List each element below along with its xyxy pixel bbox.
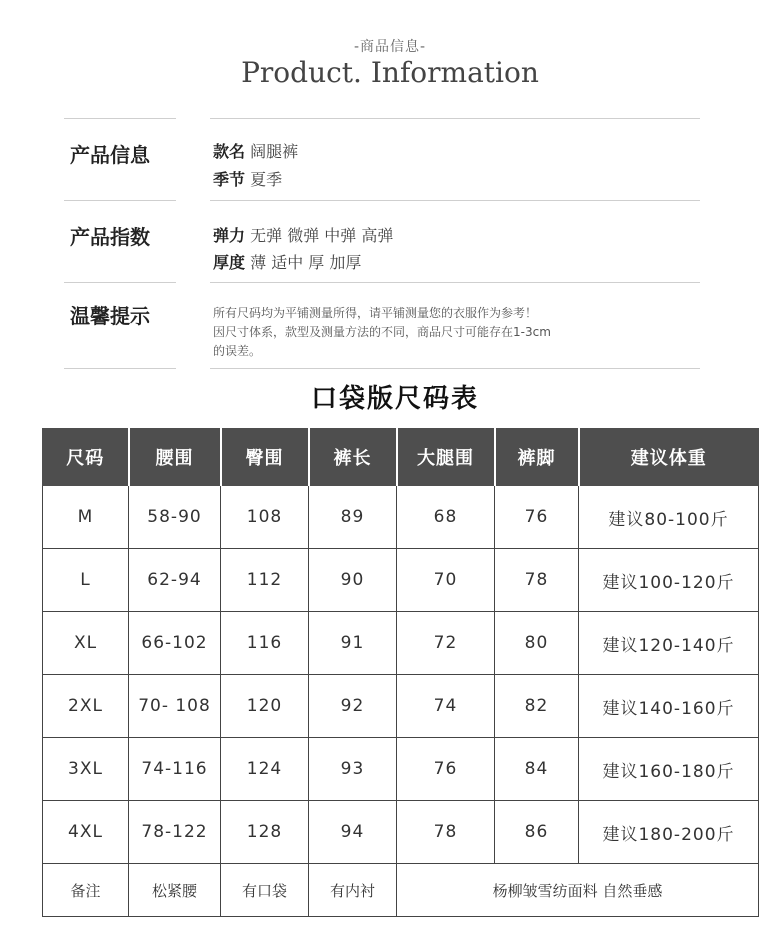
divider — [64, 282, 176, 283]
table-row — [43, 612, 759, 675]
info-key: 厚度 — [213, 253, 246, 272]
table-row — [43, 675, 759, 738]
info-value: 薄 适中 厚 加厚 — [250, 253, 362, 272]
col-header-thigh: 大腿围 — [397, 429, 495, 486]
note-cell: 有口袋 — [221, 864, 309, 917]
divider — [210, 118, 700, 119]
table-cell: 58-90 — [129, 486, 221, 549]
table-header-row — [43, 429, 759, 486]
col-header-weight: 建议体重 — [579, 429, 759, 486]
table-cell: 112 — [221, 549, 309, 612]
table-cell: 76 — [397, 738, 495, 801]
divider — [210, 368, 700, 369]
divider — [64, 200, 176, 201]
table-cell: XL — [43, 612, 129, 675]
info-value: 夏季 — [250, 170, 283, 189]
table-cell: 82 — [495, 675, 579, 738]
info-value: 阔腿裤 — [250, 142, 299, 161]
tip-line: 的误差。 — [213, 344, 262, 358]
info-value: 无弹 微弹 中弹 高弹 — [250, 226, 394, 245]
col-header-hip: 臀围 — [221, 429, 309, 486]
info-line-thickness — [213, 250, 361, 273]
table-row — [43, 801, 759, 864]
col-header-hem: 裤脚 — [495, 429, 579, 486]
table-cell: 94 — [309, 801, 397, 864]
table-cell: 92 — [309, 675, 397, 738]
table-cell: 62-94 — [129, 549, 221, 612]
note-label: 备注 — [43, 864, 129, 917]
info-key: 弹力 — [213, 226, 246, 245]
table-cell: 93 — [309, 738, 397, 801]
table-cell: 3XL — [43, 738, 129, 801]
table-cell: 建议100-120斤 — [579, 549, 759, 612]
table-cell: 78 — [495, 549, 579, 612]
info-key: 季节 — [213, 170, 246, 189]
table-cell: 2XL — [43, 675, 129, 738]
divider — [210, 200, 700, 201]
table-row — [43, 549, 759, 612]
divider — [64, 368, 176, 369]
table-cell: 68 — [397, 486, 495, 549]
table-cell: 128 — [221, 801, 309, 864]
table-cell: 78 — [397, 801, 495, 864]
info-line-season — [213, 167, 282, 190]
col-header-length: 裤长 — [309, 429, 397, 486]
col-header-size: 尺码 — [43, 429, 129, 486]
info-line-style — [213, 139, 298, 162]
table-note-row — [43, 864, 759, 917]
table-cell: 建议160-180斤 — [579, 738, 759, 801]
table-cell: 91 — [309, 612, 397, 675]
table-cell: 80 — [495, 612, 579, 675]
table-cell: 4XL — [43, 801, 129, 864]
size-table-title: 口袋版尺码表 — [310, 384, 479, 414]
table-cell: 84 — [495, 738, 579, 801]
table-cell: 建议140-160斤 — [579, 675, 759, 738]
info-label-product: 产品信息 — [70, 143, 150, 167]
tip-line: 因尺寸体系，款型及测量方法的不同，商品尺寸可能存在1-3cm — [213, 325, 551, 339]
table-cell: 74 — [397, 675, 495, 738]
note-cell: 有内衬 — [309, 864, 397, 917]
info-line-elasticity — [213, 223, 393, 246]
info-label-index: 产品指数 — [70, 225, 150, 249]
table-cell: M — [43, 486, 129, 549]
info-label-tips: 温馨提示 — [70, 304, 150, 328]
divider — [210, 282, 700, 283]
table-cell: 70 — [397, 549, 495, 612]
table-cell: L — [43, 549, 129, 612]
table-cell: 108 — [221, 486, 309, 549]
col-header-waist: 腰围 — [129, 429, 221, 486]
size-table — [42, 428, 759, 917]
table-cell: 74-116 — [129, 738, 221, 801]
info-key: 款名 — [213, 142, 246, 161]
divider — [64, 118, 176, 119]
table-cell: 66-102 — [129, 612, 221, 675]
table-cell: 116 — [221, 612, 309, 675]
table-cell: 86 — [495, 801, 579, 864]
table-cell: 89 — [309, 486, 397, 549]
table-cell: 建议80-100斤 — [579, 486, 759, 549]
table-cell: 78-122 — [129, 801, 221, 864]
header-subtitle: -商品信息- — [353, 39, 427, 55]
table-cell: 72 — [397, 612, 495, 675]
table-cell: 90 — [309, 549, 397, 612]
tip-line: 所有尺码均为平铺测量所得，请平铺测量您的衣服作为参考！ — [213, 306, 538, 320]
note-cell: 松紧腰 — [129, 864, 221, 917]
table-cell: 70- 108 — [129, 675, 221, 738]
table-row — [43, 738, 759, 801]
table-cell: 建议180-200斤 — [579, 801, 759, 864]
table-cell: 76 — [495, 486, 579, 549]
header-title: Product. Information — [241, 56, 539, 89]
table-cell: 120 — [221, 675, 309, 738]
table-row — [43, 486, 759, 549]
table-cell: 建议120-140斤 — [579, 612, 759, 675]
table-cell: 124 — [221, 738, 309, 801]
note-fabric: 杨柳皱雪纺面料 自然垂感 — [397, 864, 759, 917]
